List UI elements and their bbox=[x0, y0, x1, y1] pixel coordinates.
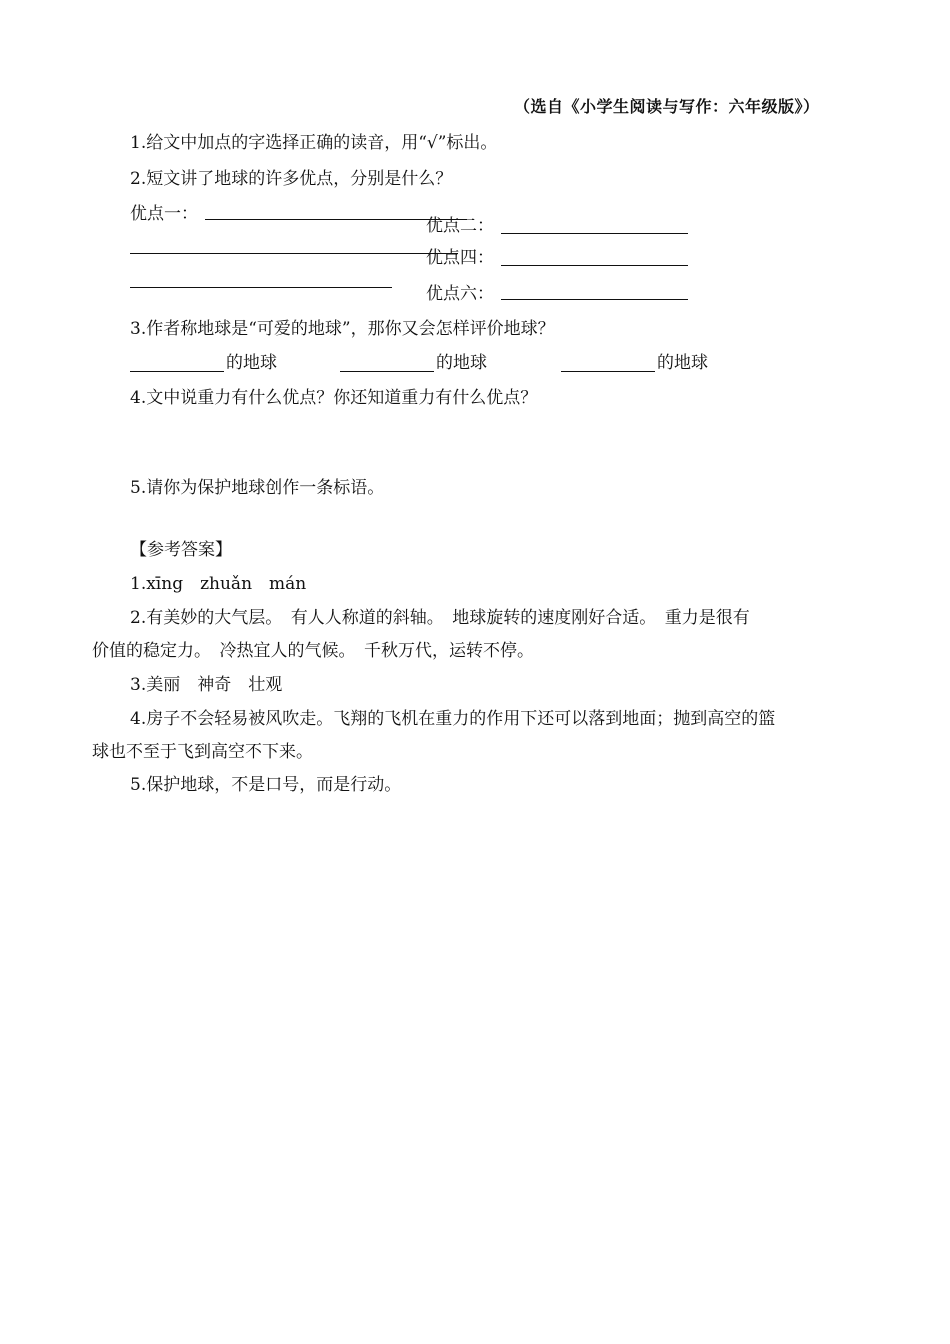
question-2: 2.短文讲了地球的许多优点，分别是什么？ bbox=[130, 169, 453, 189]
question-4: 4.文中说重力有什么优点？你还知道重力有什么优点？ bbox=[130, 388, 538, 408]
answers-heading: 【参考答案】 bbox=[130, 540, 232, 560]
answer-3: 3.美丽 神奇 壮观 bbox=[130, 675, 283, 695]
advantage-6-label: 优点六： bbox=[426, 284, 494, 304]
source-citation: （选自《小学生阅读与写作：六年级版》） bbox=[514, 97, 820, 116]
evaluation-1-suffix: 的地球 bbox=[226, 353, 277, 373]
advantage-5-blank[interactable] bbox=[130, 287, 392, 288]
evaluation-3-blank[interactable] bbox=[561, 371, 655, 372]
answer-4-line-2: 球也不至于飞到高空不下来。 bbox=[92, 742, 313, 762]
evaluation-3-suffix: 的地球 bbox=[657, 353, 708, 373]
advantage-1-label: 优点一： bbox=[130, 204, 198, 224]
question-5: 5.请你为保护地球创作一条标语。 bbox=[130, 478, 385, 498]
question-3: 3.作者称地球是“可爱的地球”，那你又会怎样评价地球？ bbox=[130, 319, 555, 339]
evaluation-2-suffix: 的地球 bbox=[436, 353, 487, 373]
question-1: 1.给文中加点的字选择正确的读音，用“√”标出。 bbox=[130, 133, 498, 153]
advantage-3-blank[interactable] bbox=[130, 253, 458, 254]
answer-4-line-1: 4.房子不会轻易被风吹走。飞翔的飞机在重力的作用下还可以落到地面；抛到高空的篮 bbox=[130, 709, 776, 729]
advantage-4-blank[interactable] bbox=[501, 265, 688, 266]
evaluation-2-blank[interactable] bbox=[340, 371, 434, 372]
advantage-2-label: 优点二： bbox=[426, 216, 494, 236]
evaluation-1-blank[interactable] bbox=[130, 371, 224, 372]
answer-1: 1.xīng zhuǎn mán bbox=[130, 574, 307, 594]
answer-2-line-1: 2.有美妙的大气层。 有人人称道的斜轴。 地球旋转的速度刚好合适。 重力是很有 bbox=[130, 608, 750, 628]
answer-2-line-2: 价值的稳定力。 冷热宜人的气候。 千秋万代，运转不停。 bbox=[92, 641, 534, 661]
advantage-2-blank[interactable] bbox=[501, 233, 688, 234]
answer-5: 5.保护地球，不是口号，而是行动。 bbox=[130, 775, 402, 795]
advantage-4-label: 优点四： bbox=[426, 248, 494, 268]
advantage-6-blank[interactable] bbox=[501, 299, 688, 300]
